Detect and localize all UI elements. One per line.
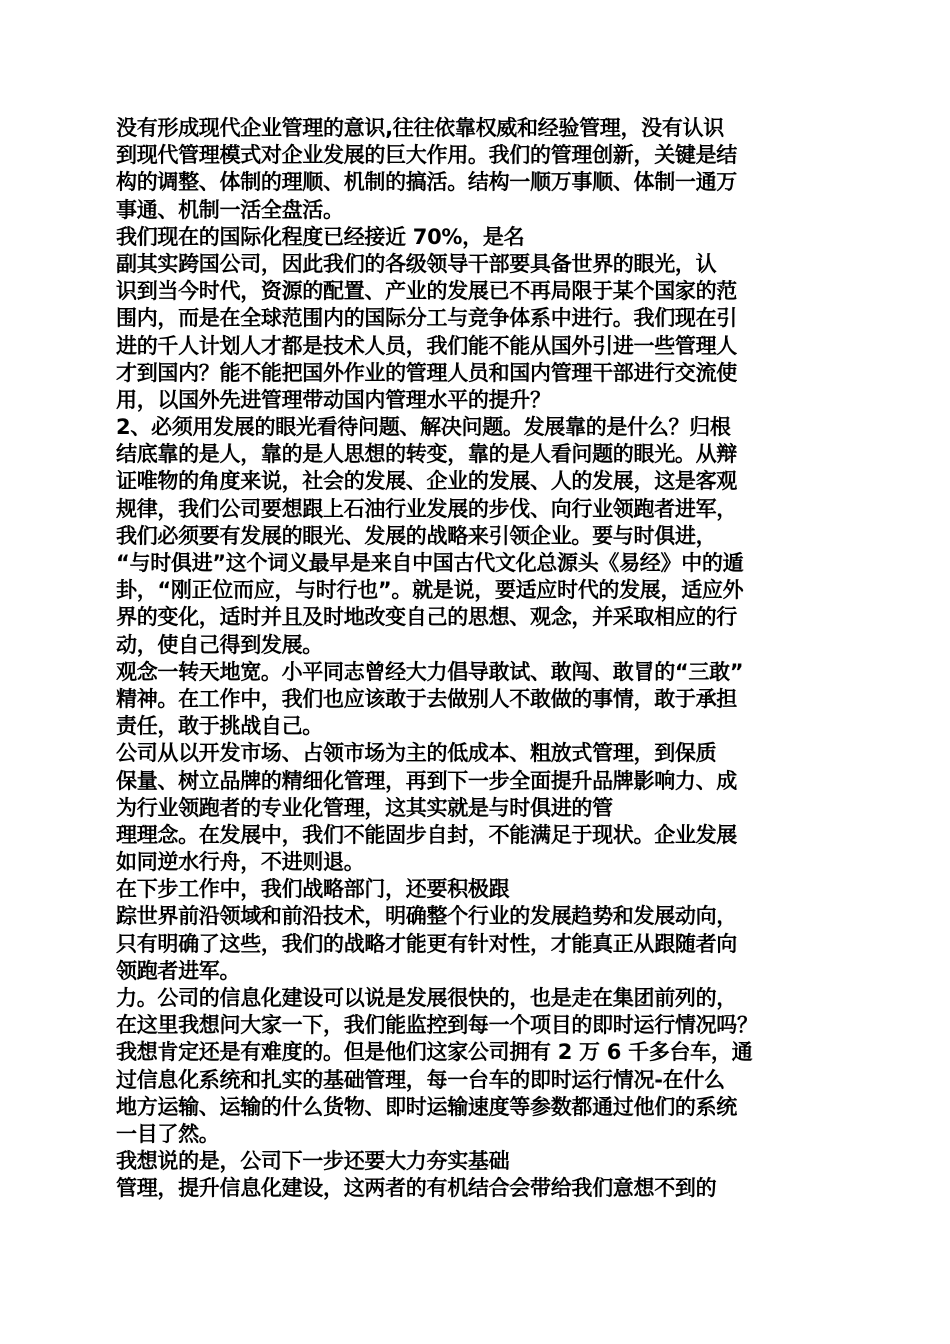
text-line: “与时俱进”这个词义最早是来自中国古代文化总源头《易经》中的遁 [116, 551, 744, 575]
text-line: 卦，“刚正位而应，与时行也”。就是说，要适应时代的发展，适应外 [116, 578, 744, 603]
text-line: 2、必须用发展的眼光看待问题、解决问题。发展靠的是什么？归根 [116, 415, 731, 440]
text-line: 界的变化，适时并且及时地改变自己的思想、观念，并采取相应的行 [116, 605, 737, 630]
text-line: 责任，敢于挑战自己。 [116, 714, 323, 739]
text-line: 为行业领跑者的专业化管理，这其实就是与时俱进的管 [116, 795, 613, 820]
text-line: 进的千人计划人才都是技术人员，我们能不能从国外引进一些管理人 [116, 333, 737, 358]
text-line: 识到当今时代，资源的配置、产业的发展已不再局限于某个国家的范 [116, 279, 737, 304]
text-line: 理理念。在发展中，我们不能固步自封，不能满足于现状。企业发展 [116, 822, 737, 847]
text-line: 在这里我想问大家一下，我们能监控到每一个项目的即时运行情况吗？ [116, 1013, 758, 1038]
text-line: 副其实跨国公司，因此我们的各级领导干部要具备世界的眼光，认 [116, 251, 717, 276]
text-line: 在下步工作中，我们战略部门，还要积极跟 [116, 877, 510, 902]
text-line: 领跑者进军。 [116, 958, 241, 983]
text-line: 事通、机制一活全盘活。 [116, 197, 344, 222]
text-line: 围内，而是在全球范围内的国际分工与竞争体系中进行。我们现在引 [116, 306, 737, 331]
text-line: 我们现在的国际化程度已经接近 70%，是名 [116, 224, 525, 249]
text-line: 保量、树立品牌的精细化管理，再到下一步全面提升品牌影响力、成 [116, 768, 737, 793]
text-line: 没有形成现代企业管理的意识,往往依靠权威和经验管理，没有认识 [116, 116, 724, 140]
text-line: 公司从以开发市场、占领市场为主的低成本、粗放式管理，到保质 [116, 741, 717, 766]
document-body [116, 115, 846, 1203]
text-line: 用，以国外先进管理带动国内管理水平的提升？ [116, 387, 551, 412]
text-line: 规律，我们公司要想跟上石油行业发展的步伐、向行业领跑者进军， [116, 496, 737, 521]
text-line: 踪世界前沿领域和前沿技术，明确整个行业的发展趋势和发展动向， [116, 904, 737, 929]
text-line: 才到国内？能不能把国外作业的管理人员和国内管理干部进行交流使 [116, 360, 737, 385]
text-line: 一目了然。 [116, 1121, 220, 1146]
text-line: 力。公司的信息化建设可以说是发展很快的，也是走在集团前列的， [116, 986, 737, 1010]
text-line: 只有明确了这些，我们的战略才能更有针对性，才能真正从跟随者向 [116, 931, 737, 956]
text-line: 到现代管理模式对企业发展的巨大作用。我们的管理创新，关键是结 [116, 143, 737, 168]
text-line: 结底靠的是人，靠的是人思想的转变，靠的是人看问题的眼光。从辩 [116, 442, 737, 467]
text-line: 地方运输、运输的什么货物、即时运输速度等参数都通过他们的系统 [116, 1094, 737, 1119]
text-line: 管理，提升信息化建设，这两者的有机结合会带给我们意想不到的 [116, 1176, 717, 1201]
text-line: 精神。在工作中，我们也应该敢于去做别人不敢做的事情，敢于承担 [116, 686, 737, 711]
text-line: 构的调整、体制的理顺、机制的搞活。结构一顺万事顺、体制一通万 [116, 170, 737, 195]
text-line: 我想肯定还是有难度的。但是他们这家公司拥有 2 万 6 千多台车，通 [116, 1040, 753, 1065]
text-line: 证唯物的角度来说，社会的发展、企业的发展、人的发展，这是客观 [116, 469, 737, 494]
text-line: 动，使自己得到发展。 [116, 632, 323, 657]
text-line: 我们必须要有发展的眼光、发展的战略来引领企业。要与时俱进， [116, 523, 717, 548]
text-line: 观念一转天地宽。小平同志曾经大力倡导敢试、敢闯、敢冒的“三敢” [116, 659, 744, 684]
text-line: 过信息化系统和扎实的基础管理，每一台车的即时运行情况-在什么 [116, 1067, 725, 1092]
text-line: 我想说的是，公司下一步还要大力夯实基础 [116, 1149, 510, 1174]
text-line: 如同逆水行舟，不进则退。 [116, 850, 365, 875]
